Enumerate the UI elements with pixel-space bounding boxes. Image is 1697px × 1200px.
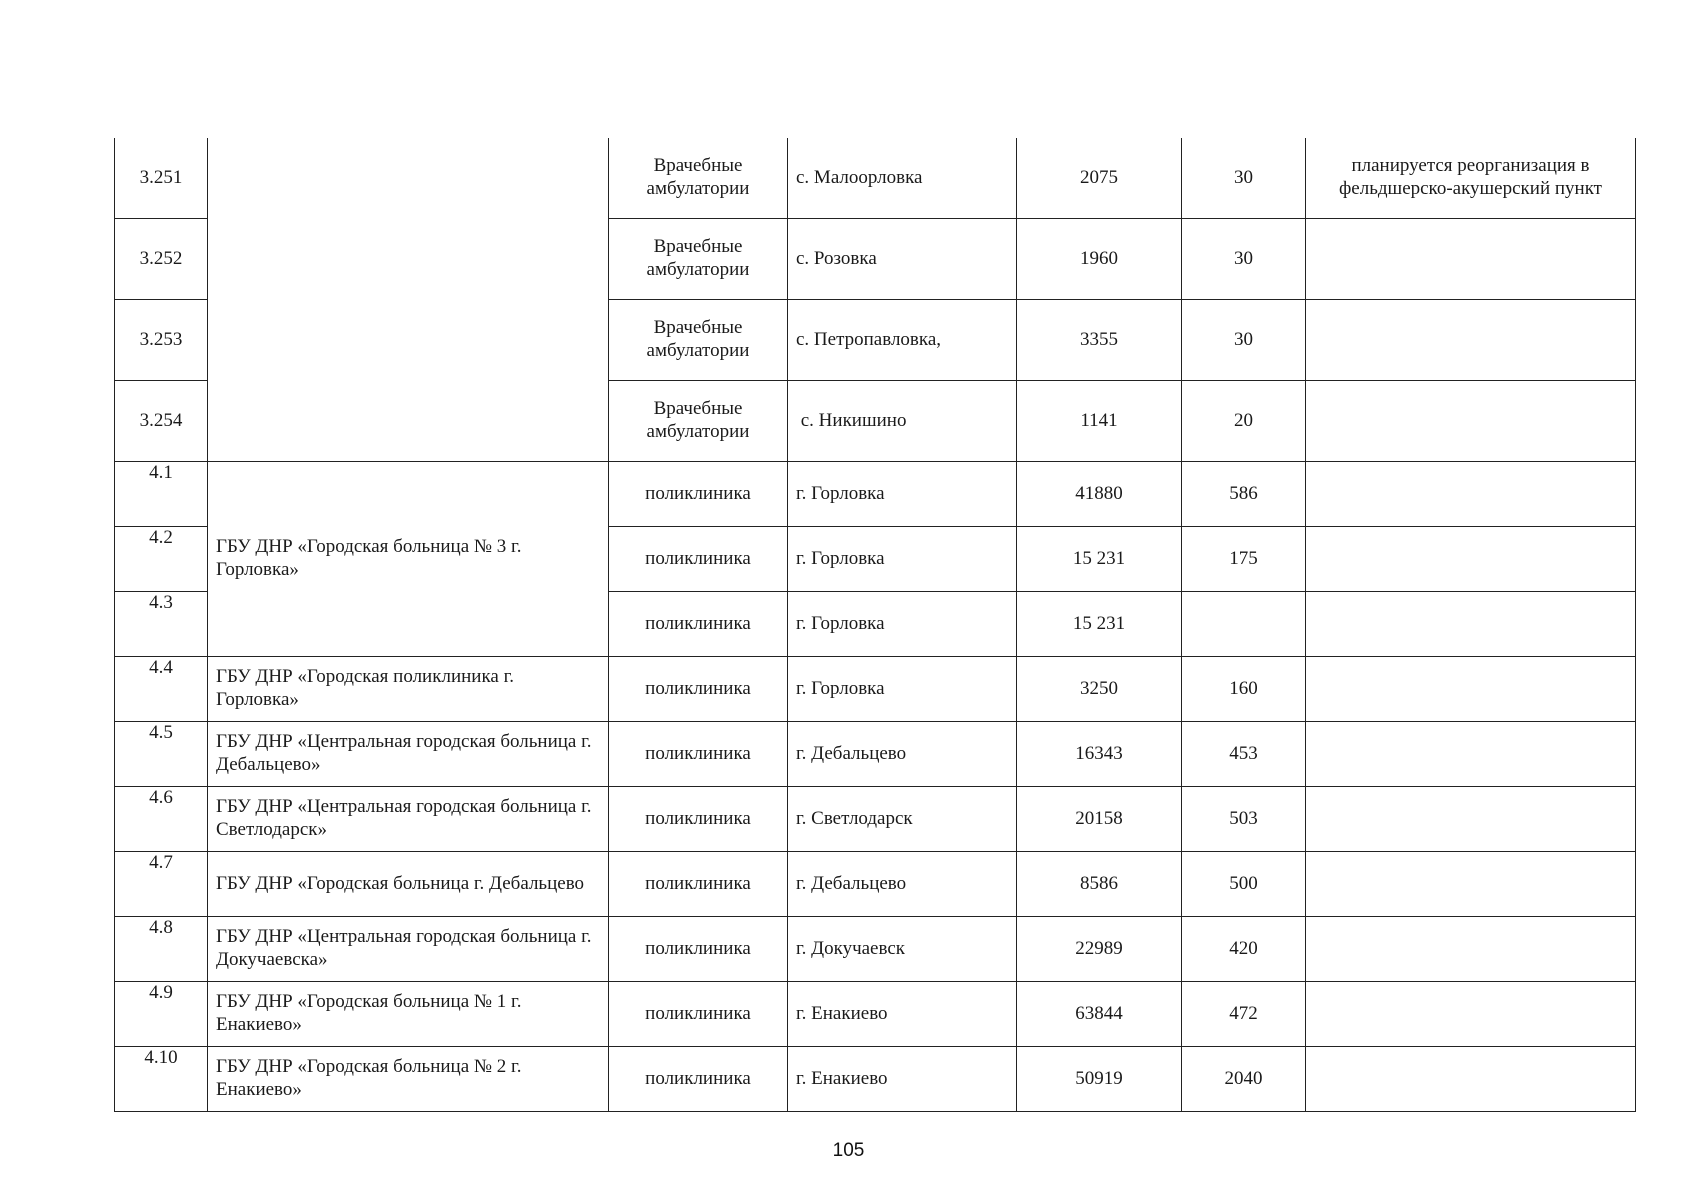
capacity-value: 586	[1182, 462, 1306, 527]
row-number: 4.6	[115, 787, 208, 852]
facility-type: поликлиника	[609, 787, 788, 852]
population-value: 22989	[1017, 917, 1182, 982]
facility-type: поликлиника	[609, 1047, 788, 1112]
population-value: 20158	[1017, 787, 1182, 852]
facility-type: поликлиника	[609, 982, 788, 1047]
location: г. Докучаевск	[788, 917, 1017, 982]
table-row	[115, 982, 1636, 1047]
location: г. Дебальцево	[788, 852, 1017, 917]
row-number: 4.4	[115, 657, 208, 722]
location: с. Розовка	[788, 219, 1017, 300]
facility-type: Врачебные амбулатории	[609, 381, 788, 462]
population-value: 8586	[1017, 852, 1182, 917]
organization-cell: ГБУ ДНР «Городская больница № 3 г. Горловка»	[208, 462, 609, 657]
note	[1306, 657, 1636, 722]
capacity-value: 472	[1182, 982, 1306, 1047]
row-number: 4.10	[115, 1047, 208, 1112]
note	[1306, 381, 1636, 462]
capacity-value: 160	[1182, 657, 1306, 722]
capacity-value: 503	[1182, 787, 1306, 852]
population-value: 15 231	[1017, 592, 1182, 657]
facility-type: поликлиника	[609, 917, 788, 982]
organization-cell: ГБУ ДНР «Городская поликлиника г. Горловка»	[208, 657, 609, 722]
table-row	[115, 787, 1636, 852]
organization-cell: ГБУ ДНР «Городская больница г. Дебальцево	[208, 852, 609, 917]
row-number: 4.3	[115, 592, 208, 657]
location: г. Горловка	[788, 657, 1017, 722]
location: с. Петропавловка,	[788, 300, 1017, 381]
population-value: 41880	[1017, 462, 1182, 527]
table-row	[115, 1047, 1636, 1112]
organization-cell: ГБУ ДНР «Городская больница № 1 г. Енакиево»	[208, 982, 609, 1047]
population-value: 63844	[1017, 982, 1182, 1047]
capacity-value: 500	[1182, 852, 1306, 917]
table-row	[115, 852, 1636, 917]
location: с. Малоорловка	[788, 138, 1017, 219]
note	[1306, 219, 1636, 300]
facility-type: Врачебные амбулатории	[609, 300, 788, 381]
note	[1306, 787, 1636, 852]
location: г. Горловка	[788, 462, 1017, 527]
population-value: 50919	[1017, 1047, 1182, 1112]
note	[1306, 1047, 1636, 1112]
capacity-value	[1182, 592, 1306, 657]
facility-type: Врачебные амбулатории	[609, 219, 788, 300]
row-number: 3.251	[115, 138, 208, 219]
row-number: 4.7	[115, 852, 208, 917]
row-number: 4.1	[115, 462, 208, 527]
table-row	[115, 722, 1636, 787]
location: г. Горловка	[788, 592, 1017, 657]
row-number: 4.8	[115, 917, 208, 982]
note	[1306, 527, 1636, 592]
note	[1306, 722, 1636, 787]
facility-type: поликлиника	[609, 527, 788, 592]
organization-cell	[208, 138, 609, 462]
population-value: 1960	[1017, 219, 1182, 300]
location: г. Светлодарск	[788, 787, 1017, 852]
row-number: 4.9	[115, 982, 208, 1047]
capacity-value: 2040	[1182, 1047, 1306, 1112]
row-number: 4.2	[115, 527, 208, 592]
facility-type: Врачебные амбулатории	[609, 138, 788, 219]
capacity-value: 20	[1182, 381, 1306, 462]
table-row	[115, 462, 1636, 527]
note: планируется реорганизация в фельдшерско-акушерский пункт	[1306, 138, 1636, 219]
capacity-value: 30	[1182, 138, 1306, 219]
location: г. Енакиево	[788, 1047, 1017, 1112]
capacity-value: 175	[1182, 527, 1306, 592]
note	[1306, 592, 1636, 657]
organization-cell: ГБУ ДНР «Городская больница № 2 г. Енакиево»	[208, 1047, 609, 1112]
organization-cell: ГБУ ДНР «Центральная городская больница г. Дебальцево»	[208, 722, 609, 787]
page-number: 105	[832, 1140, 865, 1161]
organization-cell: ГБУ ДНР «Центральная городская больница г. Светлодарск»	[208, 787, 609, 852]
population-value: 1141	[1017, 381, 1182, 462]
population-value: 15 231	[1017, 527, 1182, 592]
location: с. Никишино	[788, 381, 1017, 462]
facilities-table	[114, 138, 1636, 1112]
capacity-value: 30	[1182, 219, 1306, 300]
note	[1306, 462, 1636, 527]
facility-type: поликлиника	[609, 462, 788, 527]
location: г. Дебальцево	[788, 722, 1017, 787]
note	[1306, 852, 1636, 917]
note	[1306, 300, 1636, 381]
note	[1306, 917, 1636, 982]
population-value: 3355	[1017, 300, 1182, 381]
location: г. Енакиево	[788, 982, 1017, 1047]
location: г. Горловка	[788, 527, 1017, 592]
population-value: 16343	[1017, 722, 1182, 787]
population-value: 3250	[1017, 657, 1182, 722]
row-number: 3.252	[115, 219, 208, 300]
capacity-value: 30	[1182, 300, 1306, 381]
table-row	[115, 917, 1636, 982]
facility-type: поликлиника	[609, 722, 788, 787]
table-row	[115, 138, 1636, 219]
facility-type: поликлиника	[609, 657, 788, 722]
organization-cell: ГБУ ДНР «Центральная городская больница г. Докучаевска»	[208, 917, 609, 982]
capacity-value: 453	[1182, 722, 1306, 787]
population-value: 2075	[1017, 138, 1182, 219]
table-row	[115, 657, 1636, 722]
capacity-value: 420	[1182, 917, 1306, 982]
row-number: 4.5	[115, 722, 208, 787]
note	[1306, 982, 1636, 1047]
row-number: 3.253	[115, 300, 208, 381]
facility-type: поликлиника	[609, 852, 788, 917]
facility-type: поликлиника	[609, 592, 788, 657]
row-number: 3.254	[115, 381, 208, 462]
